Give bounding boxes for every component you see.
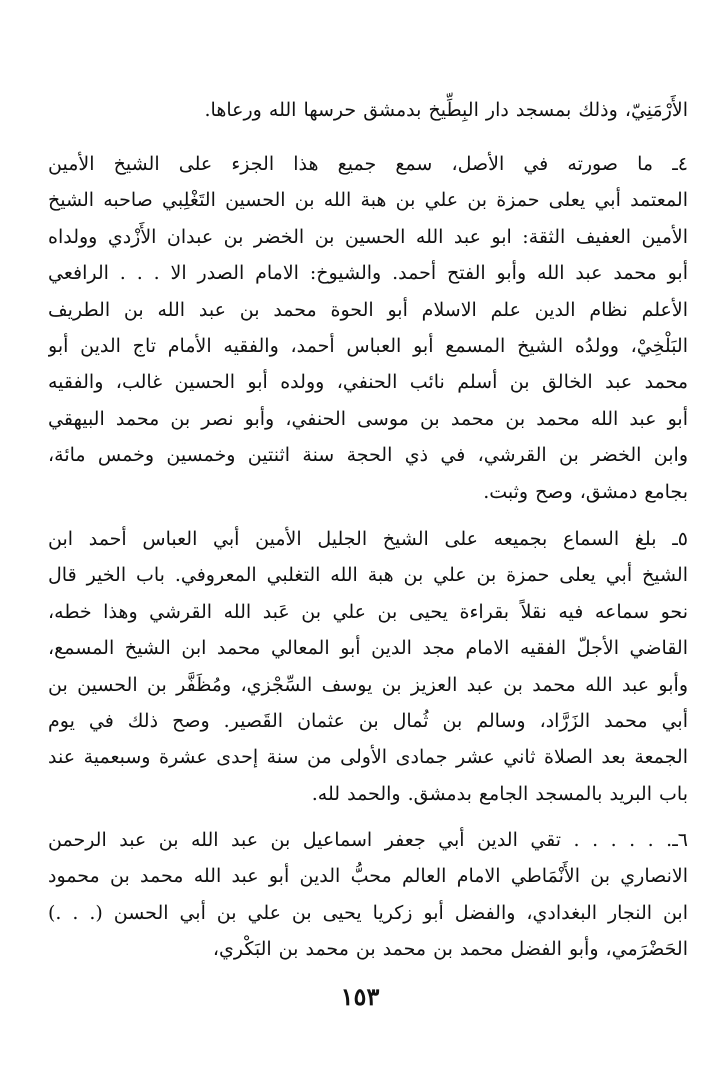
text-line: أبي محمد الزَرَّاد، وسالم بن ثُمال بن عثمان القَصير. وصح ذلك في يوم bbox=[48, 709, 688, 732]
text-line: البَلْخِيْ، وولدُه الشيخ المسمع أبو العباس أحمد، والفقيه الأمام تاج الدين أبو bbox=[48, 334, 688, 357]
text-line: ٤ـ ما صورته في الأصل، سمع جميع هذا الجزء على الشيخ الأمين bbox=[48, 153, 688, 175]
text-line: الشيخ أبي يعلى حمزة بن علي بن هبة الله التغلبي المعروفي. باب الخير قال bbox=[48, 564, 688, 587]
text-line: وأبو عبد الله محمد بن عبد العزيز بن يوسف السِّجْزي، ومُظَفَّر بن الحسين بن bbox=[48, 673, 688, 696]
text-line: الأَرْمَنِيّ، وذلك بمسجد دار البِطِّيخ بدمشق حرسها الله ورعاها. bbox=[204, 99, 688, 121]
text-line: نحو سماعه فيه نقلاً بقراءة يحيى بن علي بن عَبد الله القرشي وهذا خطه، bbox=[48, 600, 688, 623]
text-line: وابن الخضر بن القرشي، في ذي الحجة سنة اثنتين وخمسين وخمس مائة، bbox=[48, 444, 688, 467]
text-line: أبو عبد الله محمد بن محمد بن موسى الحنفي، وأبو نصر بن محمد البيهقي bbox=[48, 407, 688, 430]
text-line: الانصاري بن الأَنْمَاطي الامام العالم محبُّ الدين أبو عبد الله محمد بن محمود bbox=[48, 865, 688, 888]
text-line: الأعلم نظام الدين علم الاسلام أبو الحوة محمد بن عبد الله بن الطريف bbox=[48, 298, 688, 321]
text-line: ٦ـ. . . . . . تقي الدين أبي جعفر اسماعيل بن عبد الله بن عبد الرحمن bbox=[48, 829, 688, 851]
text-line: ٥ـ بلغ السماع بجميعه على الشيخ الجليل الأمين أبي العباس أحمد ابن bbox=[48, 528, 688, 550]
text-line: القاضي الأجلّ الفقيه الامام مجد الدين أبو المعالي محمد ابن الشيخ المسمع، bbox=[48, 637, 688, 660]
paragraph-6 bbox=[48, 822, 688, 968]
paragraph-4 bbox=[48, 146, 688, 510]
paragraph-0 bbox=[48, 92, 688, 128]
text-line: محمد عبد الخالق بن أسلم نائب الحنفي، وولده أبو الحسين غالب، والفقيه bbox=[48, 371, 688, 394]
text-line: المعتمد أبي يعلى حمزة بن علي بن هبة الله بن الحسين التَغْلِبي صاحبه الشيخ bbox=[48, 189, 688, 212]
text-line: بجامع دمشق، وصح وثبت. bbox=[483, 480, 688, 503]
text-line: الحَضْرَمي، وأبو الفضل محمد بن محمد بن محمد بن البَكْري، bbox=[212, 938, 688, 961]
paragraph-5 bbox=[48, 521, 688, 812]
text-line: باب البريد بالمسجد الجامع بدمشق. والحمد لله. bbox=[311, 782, 688, 805]
page-number: ١٥٣ bbox=[340, 982, 380, 1011]
text-line: الأمين العفيف الثقة: ابو عبد الله الحسين بن الخضر بن عبدان الأَزْدي وولداه bbox=[48, 225, 688, 248]
text-line: الجمعة بعد الصلاة ثاني عشر جمادى الأولى من سنة إحدى عشرة وسبعمية عند bbox=[48, 746, 688, 769]
text-line: ابن النجار البغدادي، والفضل أبو زكريا يحيى بن علي بن أبي الحسن (. . .) bbox=[48, 901, 688, 924]
text-line: أبو محمد عبد الله وأبو الفتح أحمد. والشيوخ: الامام الصدر الا . . . الرافعي bbox=[48, 262, 688, 285]
